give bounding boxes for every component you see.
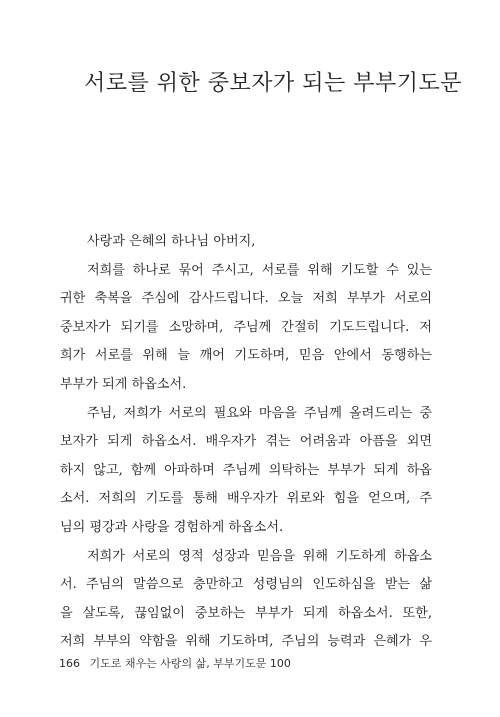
text-line: 사랑과 은혜의 하나님 아버지, bbox=[87, 234, 256, 249]
text-line: 중보자가 되기를 소망하며, 주님께 간절히 기도드립니다. 저 bbox=[60, 319, 432, 335]
text-line: 저희 부부의 약함을 위해 기도하며, 주님의 능력과 은혜가 우 bbox=[60, 634, 432, 650]
text-line: 부부가 되게 하옵소서. bbox=[60, 376, 187, 392]
text-line: 님의 평강과 사랑을 경험하게 하옵소서. bbox=[60, 519, 284, 535]
text-line: 보자가 되게 하옵소서. 배우자가 겪는 어려움과 아픔을 외면 bbox=[60, 434, 432, 450]
page-title: 서로를 위한 중보자가 되는 부부기도문 bbox=[84, 71, 463, 96]
text-line: 서. 주님의 말씀으로 충만하고 성령님의 인도하심을 받는 삶 bbox=[60, 577, 432, 593]
text-line: 귀한 축복을 주심에 감사드립니다. 오늘 저희 부부가 서로의 bbox=[60, 291, 432, 307]
text-line: 주님, 저희가 서로의 필요와 마음을 주님께 올려드리는 중 bbox=[87, 405, 432, 421]
text-line: 하지 않고, 함께 아파하며 주님께 의탁하는 부부가 되게 하옵 bbox=[60, 462, 432, 478]
running-title: 기도로 채우는 사랑의 삶, 부부기도문 100 bbox=[89, 657, 291, 670]
prayer-body bbox=[60, 228, 432, 657]
text-line: 을 살도록, 끊임없이 중보하는 부부가 되게 하옵소서. 또한, bbox=[60, 605, 432, 621]
text-line: 희가 서로를 위해 늘 깨어 기도하며, 믿음 안에서 동행하는 bbox=[60, 348, 432, 364]
text-line: 소서. 저희의 기도를 통해 배우자가 위로와 힘을 얻으며, 주 bbox=[60, 491, 432, 507]
text-line: 저희를 하나로 묶어 주시고, 서로를 위해 기도할 수 있는 bbox=[87, 262, 432, 278]
page-footer bbox=[59, 655, 291, 671]
text-line: 저희가 서로의 영적 성장과 믿음을 위해 기도하게 하옵소 bbox=[87, 548, 432, 564]
page-number: 166 bbox=[59, 657, 80, 670]
